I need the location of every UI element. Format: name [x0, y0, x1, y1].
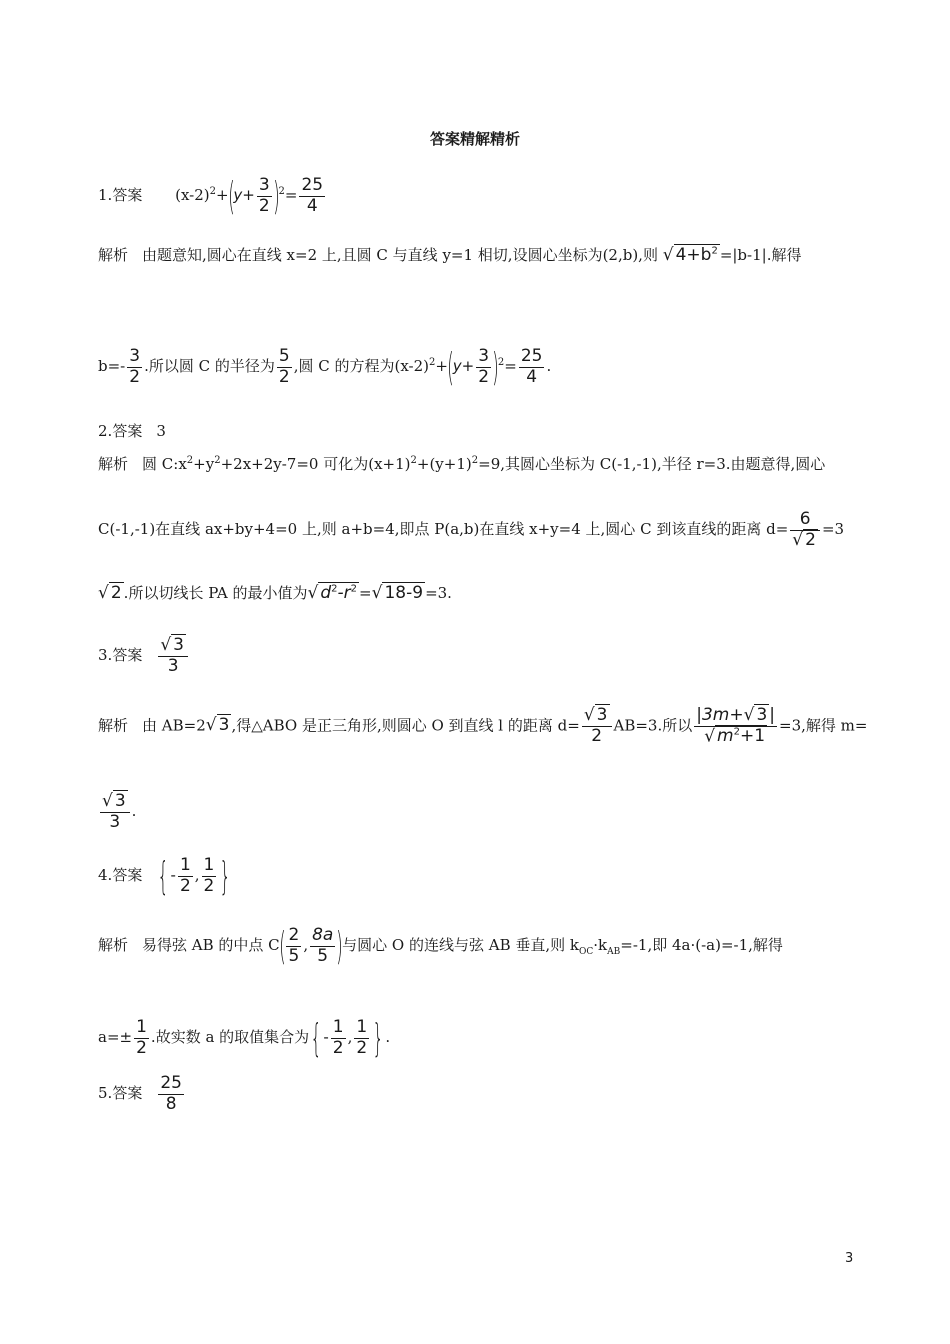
- q2-analysis-line1: 解析 圆 $C:x^2+y^2+2x+2y-7=0$ 可化为$(x+1)^2+(y+1)^2=9$,其圆心坐标为 C(-1,-1),半径 r=3.由题意得,圆心: [98, 455, 826, 473]
- q5-answer: 5.答案 $\frac{25}{8}$: [98, 1073, 182, 1114]
- q3-answer: 3.答案 $\frac{√ 3}{3}$: [98, 636, 190, 676]
- q1-analysis-line2: b=- $\frac{3}{2}$ .所以圆 C 的半径为 $\frac{5}{2}$ ,圆 C 的方程为$(x-2)^2+(y+$ $\frac{3}{2}$ )$^2$= $\frac{25}{4}$ .: [98, 345, 552, 389]
- q2-analysis-line2: C(-1,-1)在直线 ax+by+4=0 上,则 a+b=4,即点 P(a,b)在直线 x+y=4 上,圆心 C 到该直线的距离 d= $\frac{6}{√ 2}$ =3: [98, 509, 845, 550]
- q4-answer: 4.答案 { - $\frac{1}{2}$ , $\frac{1}{2}$ }: [98, 854, 231, 898]
- q4-analysis-line2: a=± $\frac{1}{2}$ .故实数 a 的取值集合为{ - $\frac{1}{2}$ , $\frac{1}{2}$ } .: [98, 1016, 391, 1060]
- q3-analysis-line1: 解析 由 AB=2√ 3 ,得△ABO 是正三角形,则圆心 O 到直线 l 的距离 d= $\frac{√ 3}{2}$ AB=3.所以 $\frac{|3m+√ 3 |}{√ m^2+1}$ =3,解得 m=: [98, 705, 868, 747]
- q1-analysis-line1: 解析 由题意知,圆心在直线 x=2 上,且圆 C 与直线 y=1 相切,设圆心坐标为(2,b),则 √ $4+b^2 =|b-1|$.解得: [98, 245, 802, 265]
- q4-analysis-line1: 解析 易得弦 AB 的中点 C( $\frac{2}{5}$ , $\frac{8a}{5}$ )与圆心 O 的连线与弦 AB 垂直,则 $k_{OC}\cdot k_{AB}=-1$,即 4a·(-a)=-1,解得: [98, 924, 783, 968]
- section-title: 答案精解精析: [429, 130, 520, 148]
- page-number: 3: [845, 1251, 854, 1266]
- q3-analysis-line2: $\frac{√ 3}{3}$ .: [102, 791, 137, 832]
- q2-analysis-line3: √ 2 .所以切线长 PA 的最小值为√ $d^2-r^2$ =√ 18-9 =3.: [98, 583, 452, 603]
- q2-answer: 2.答案 3: [98, 422, 166, 440]
- q1-answer: 1.答案 $(x-2)^2+(y+$ $\frac{3}{2}$ )$^2$= $\frac{25}{4}$: [98, 174, 324, 218]
